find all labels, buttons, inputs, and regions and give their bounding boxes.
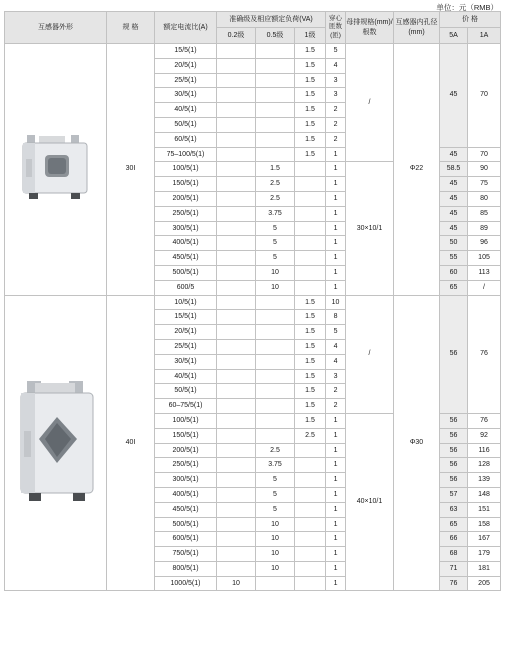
accuracy-02-cell [217, 443, 256, 458]
price-5a-cell: 55 [440, 251, 468, 266]
turns-cell: 8 [326, 310, 346, 325]
accuracy-05-cell [256, 339, 295, 354]
turns-cell: 4 [326, 354, 346, 369]
accuracy-02-cell [217, 221, 256, 236]
turns-cell: 1 [326, 443, 346, 458]
turns-cell: 1 [326, 561, 346, 576]
accuracy-05-cell: 10 [256, 532, 295, 547]
turns-cell: 10 [326, 295, 346, 310]
accuracy-1-cell: 1.5 [295, 325, 326, 340]
turns-cell: 1 [326, 147, 346, 162]
accuracy-05-cell [256, 325, 295, 340]
price-1a-cell: 75 [468, 177, 501, 192]
accuracy-02-cell [217, 561, 256, 576]
accuracy-05-cell [256, 147, 295, 162]
turns-cell: 2 [326, 117, 346, 132]
turns-cell: 1 [326, 576, 346, 591]
turns-cell: 1 [326, 221, 346, 236]
price-1a-cell: 76 [468, 295, 501, 413]
accuracy-1-cell [295, 443, 326, 458]
accuracy-1-cell [295, 517, 326, 532]
price-5a-cell: 66 [440, 532, 468, 547]
price-5a-cell: 56 [440, 443, 468, 458]
turns-cell: 1 [326, 487, 346, 502]
price-1a-cell: 116 [468, 443, 501, 458]
price-5a-cell: 45 [440, 44, 468, 148]
header-appearance: 互感器外形 [5, 12, 107, 44]
accuracy-05-cell [256, 58, 295, 73]
ratio-cell: 250/5(1) [155, 206, 217, 221]
table-row [5, 44, 501, 59]
header-turns: 穿心匝数(匝) [326, 12, 346, 44]
header-accuracy: 准确级及相应额定负荷(VA) [217, 12, 326, 28]
accuracy-02-cell [217, 458, 256, 473]
accuracy-1-cell [295, 502, 326, 517]
price-1a-cell: 90 [468, 162, 501, 177]
turns-cell: 1 [326, 251, 346, 266]
accuracy-1-cell [295, 487, 326, 502]
accuracy-1-cell [295, 265, 326, 280]
header-spec: 规 格 [107, 12, 155, 44]
turns-cell: 3 [326, 88, 346, 103]
ratio-cell: 100/5(1) [155, 413, 217, 428]
accuracy-02-cell [217, 369, 256, 384]
price-5a-cell: 56 [440, 413, 468, 428]
ratio-cell: 800/5(1) [155, 561, 217, 576]
price-5a-cell: 65 [440, 280, 468, 295]
turns-cell: 1 [326, 413, 346, 428]
turns-cell: 5 [326, 325, 346, 340]
turns-cell: 3 [326, 369, 346, 384]
accuracy-02-cell [217, 310, 256, 325]
turns-cell: 1 [326, 532, 346, 547]
turns-cell: 1 [326, 206, 346, 221]
price-5a-cell: 50 [440, 236, 468, 251]
price-1a-cell: 179 [468, 547, 501, 562]
accuracy-05-cell: 5 [256, 221, 295, 236]
accuracy-05-cell [256, 117, 295, 132]
price-5a-cell: 45 [440, 206, 468, 221]
accuracy-02-cell [217, 280, 256, 295]
price-5a-cell: 45 [440, 147, 468, 162]
price-5a-cell: 56 [440, 473, 468, 488]
accuracy-05-cell: 10 [256, 547, 295, 562]
accuracy-02-cell [217, 177, 256, 192]
accuracy-05-cell [256, 310, 295, 325]
accuracy-05-cell: 3.75 [256, 206, 295, 221]
accuracy-02-cell [217, 44, 256, 59]
ratio-cell: 400/5(1) [155, 487, 217, 502]
turns-cell: 2 [326, 132, 346, 147]
price-1a-cell: 113 [468, 265, 501, 280]
ratio-cell: 50/5(1) [155, 117, 217, 132]
accuracy-02-cell [217, 58, 256, 73]
ratio-cell: 600/5 [155, 280, 217, 295]
header-row-1 [5, 12, 501, 28]
accuracy-1-cell: 1.5 [295, 339, 326, 354]
ratio-cell: 75–100/5(1) [155, 147, 217, 162]
appearance-cell [5, 44, 107, 296]
busbar-cell: / [346, 44, 394, 162]
turns-cell: 2 [326, 384, 346, 399]
accuracy-1-cell [295, 280, 326, 295]
turns-cell: 1 [326, 177, 346, 192]
accuracy-05-cell [256, 413, 295, 428]
price-1a-cell: 92 [468, 428, 501, 443]
accuracy-05-cell: 2.5 [256, 177, 295, 192]
turns-cell: 4 [326, 339, 346, 354]
price-1a-cell: 181 [468, 561, 501, 576]
ratio-cell: 750/5(1) [155, 547, 217, 562]
price-1a-cell: 139 [468, 473, 501, 488]
price-1a-cell: 80 [468, 191, 501, 206]
accuracy-02-cell [217, 547, 256, 562]
header-price-5a: 5A [440, 28, 468, 44]
accuracy-1-cell: 1.5 [295, 384, 326, 399]
ratio-cell: 25/5(1) [155, 339, 217, 354]
turns-cell: 1 [326, 502, 346, 517]
accuracy-1-cell: 1.5 [295, 117, 326, 132]
accuracy-1-cell [295, 547, 326, 562]
turns-cell: 1 [326, 517, 346, 532]
accuracy-05-cell: 5 [256, 473, 295, 488]
ratio-cell: 250/5(1) [155, 458, 217, 473]
price-1a-cell: 148 [468, 487, 501, 502]
ratio-cell: 40/5(1) [155, 369, 217, 384]
ratio-cell: 20/5(1) [155, 58, 217, 73]
price-5a-cell: 45 [440, 191, 468, 206]
accuracy-1-cell: 1.5 [295, 310, 326, 325]
ratio-cell: 40/5(1) [155, 103, 217, 118]
price-1a-cell: 128 [468, 458, 501, 473]
accuracy-02-cell [217, 502, 256, 517]
ratio-cell: 500/5(1) [155, 265, 217, 280]
accuracy-05-cell [256, 384, 295, 399]
price-1a-cell: 158 [468, 517, 501, 532]
price-1a-cell: 70 [468, 44, 501, 148]
price-5a-cell: 65 [440, 517, 468, 532]
accuracy-1-cell: 1.5 [295, 354, 326, 369]
price-5a-cell: 63 [440, 502, 468, 517]
price-5a-cell: 71 [440, 561, 468, 576]
header-acc-1: 1级 [295, 28, 326, 44]
accuracy-02-cell [217, 413, 256, 428]
accuracy-02-cell [217, 384, 256, 399]
ratio-cell: 60–75/5(1) [155, 399, 217, 414]
accuracy-1-cell [295, 221, 326, 236]
ratio-cell: 200/5(1) [155, 443, 217, 458]
accuracy-05-cell: 2.5 [256, 191, 295, 206]
price-table [4, 11, 501, 591]
ratio-cell: 300/5(1) [155, 221, 217, 236]
header-busbar: 母排规格(mm)/根数 [346, 12, 394, 44]
price-5a-cell: 60 [440, 265, 468, 280]
ratio-cell: 60/5(1) [155, 132, 217, 147]
turns-cell: 1 [326, 162, 346, 177]
accuracy-05-cell [256, 576, 295, 591]
accuracy-05-cell: 10 [256, 265, 295, 280]
ratio-cell: 30/5(1) [155, 88, 217, 103]
ratio-cell: 300/5(1) [155, 473, 217, 488]
ratio-cell: 150/5(1) [155, 428, 217, 443]
accuracy-1-cell [295, 473, 326, 488]
accuracy-1-cell: 1.5 [295, 88, 326, 103]
price-1a-cell: / [468, 280, 501, 295]
price-5a-cell: 45 [440, 221, 468, 236]
accuracy-05-cell: 5 [256, 251, 295, 266]
turns-cell: 1 [326, 428, 346, 443]
price-1a-cell: 167 [468, 532, 501, 547]
accuracy-1-cell [295, 206, 326, 221]
accuracy-02-cell [217, 132, 256, 147]
accuracy-02-cell [217, 295, 256, 310]
accuracy-02-cell [217, 265, 256, 280]
ratio-cell: 10/5(1) [155, 295, 217, 310]
accuracy-1-cell: 1.5 [295, 103, 326, 118]
accuracy-02-cell [217, 354, 256, 369]
accuracy-02-cell [217, 103, 256, 118]
spec-cell: 40I [107, 295, 155, 591]
accuracy-1-cell [295, 236, 326, 251]
accuracy-05-cell [256, 132, 295, 147]
accuracy-02-cell [217, 399, 256, 414]
table-row [5, 295, 501, 310]
turns-cell: 2 [326, 399, 346, 414]
accuracy-1-cell: 1.5 [295, 295, 326, 310]
accuracy-1-cell [295, 177, 326, 192]
price-1a-cell: 205 [468, 576, 501, 591]
accuracy-1-cell: 2.5 [295, 428, 326, 443]
ratio-cell: 15/5(1) [155, 44, 217, 59]
accuracy-02-cell [217, 73, 256, 88]
turns-cell: 1 [326, 191, 346, 206]
accuracy-05-cell [256, 354, 295, 369]
accuracy-1-cell [295, 191, 326, 206]
turns-cell: 5 [326, 44, 346, 59]
price-1a-cell: 96 [468, 236, 501, 251]
busbar-cell: 40×10/1 [346, 413, 394, 591]
price-5a-cell: 56 [440, 458, 468, 473]
accuracy-1-cell [295, 251, 326, 266]
header-hole: 互感器内孔径(mm) [394, 12, 440, 44]
accuracy-02-cell: 10 [217, 576, 256, 591]
price-1a-cell: 76 [468, 413, 501, 428]
header-price: 价 格 [440, 12, 501, 28]
header-price-1a: 1A [468, 28, 501, 44]
ratio-cell: 100/5(1) [155, 162, 217, 177]
accuracy-02-cell [217, 325, 256, 340]
accuracy-05-cell: 2.5 [256, 443, 295, 458]
accuracy-05-cell [256, 428, 295, 443]
accuracy-05-cell [256, 369, 295, 384]
hole-cell: Φ22 [394, 44, 440, 296]
hole-cell: Φ30 [394, 295, 440, 591]
accuracy-1-cell: 1.5 [295, 369, 326, 384]
accuracy-02-cell [217, 206, 256, 221]
accuracy-1-cell [295, 458, 326, 473]
accuracy-05-cell: 5 [256, 502, 295, 517]
accuracy-1-cell [295, 532, 326, 547]
price-1a-cell: 105 [468, 251, 501, 266]
accuracy-02-cell [217, 191, 256, 206]
transformer-40i-image [15, 373, 97, 513]
accuracy-05-cell: 10 [256, 517, 295, 532]
ratio-cell: 50/5(1) [155, 384, 217, 399]
accuracy-05-cell: 5 [256, 236, 295, 251]
turns-cell: 1 [326, 458, 346, 473]
ratio-cell: 450/5(1) [155, 502, 217, 517]
accuracy-05-cell [256, 399, 295, 414]
accuracy-02-cell [217, 339, 256, 354]
ratio-cell: 200/5(1) [155, 191, 217, 206]
accuracy-1-cell: 1.5 [295, 399, 326, 414]
spec-cell: 30I [107, 44, 155, 296]
accuracy-02-cell [217, 473, 256, 488]
accuracy-05-cell [256, 295, 295, 310]
accuracy-02-cell [217, 251, 256, 266]
accuracy-02-cell [217, 162, 256, 177]
accuracy-1-cell [295, 561, 326, 576]
accuracy-05-cell [256, 88, 295, 103]
accuracy-05-cell: 10 [256, 561, 295, 576]
accuracy-02-cell [217, 532, 256, 547]
header-ratio: 额定电流比(A) [155, 12, 217, 44]
accuracy-02-cell [217, 88, 256, 103]
price-5a-cell: 57 [440, 487, 468, 502]
transformer-30i-image [19, 131, 93, 207]
accuracy-02-cell [217, 236, 256, 251]
accuracy-1-cell: 1.5 [295, 73, 326, 88]
price-5a-cell: 45 [440, 177, 468, 192]
accuracy-1-cell: 1.5 [295, 58, 326, 73]
ratio-cell: 1000/5(1) [155, 576, 217, 591]
accuracy-02-cell [217, 517, 256, 532]
price-1a-cell: 89 [468, 221, 501, 236]
turns-cell: 1 [326, 473, 346, 488]
ratio-cell: 25/5(1) [155, 73, 217, 88]
price-1a-cell: 151 [468, 502, 501, 517]
price-5a-cell: 56 [440, 428, 468, 443]
turns-cell: 1 [326, 265, 346, 280]
accuracy-02-cell [217, 428, 256, 443]
accuracy-1-cell [295, 576, 326, 591]
accuracy-05-cell [256, 44, 295, 59]
ratio-cell: 150/5(1) [155, 177, 217, 192]
accuracy-1-cell: 1.5 [295, 147, 326, 162]
accuracy-05-cell: 1.5 [256, 162, 295, 177]
price-5a-cell: 58.5 [440, 162, 468, 177]
turns-cell: 1 [326, 280, 346, 295]
accuracy-1-cell: 1.5 [295, 413, 326, 428]
appearance-cell [5, 295, 107, 591]
accuracy-02-cell [217, 117, 256, 132]
busbar-cell: / [346, 295, 394, 413]
ratio-cell: 450/5(1) [155, 251, 217, 266]
accuracy-1-cell: 1.5 [295, 132, 326, 147]
accuracy-02-cell [217, 487, 256, 502]
accuracy-05-cell: 5 [256, 487, 295, 502]
turns-cell: 4 [326, 58, 346, 73]
ratio-cell: 15/5(1) [155, 310, 217, 325]
ratio-cell: 600/5(1) [155, 532, 217, 547]
price-5a-cell: 56 [440, 295, 468, 413]
accuracy-05-cell [256, 103, 295, 118]
price-1a-cell: 70 [468, 147, 501, 162]
price-1a-cell: 85 [468, 206, 501, 221]
accuracy-05-cell: 10 [256, 280, 295, 295]
accuracy-1-cell: 1.5 [295, 44, 326, 59]
busbar-cell: 30×10/1 [346, 162, 394, 295]
turns-cell: 1 [326, 236, 346, 251]
header-acc-02: 0.2级 [217, 28, 256, 44]
ratio-cell: 400/5(1) [155, 236, 217, 251]
ratio-cell: 500/5(1) [155, 517, 217, 532]
turns-cell: 2 [326, 103, 346, 118]
turns-cell: 3 [326, 73, 346, 88]
accuracy-1-cell [295, 162, 326, 177]
ratio-cell: 20/5(1) [155, 325, 217, 340]
turns-cell: 1 [326, 547, 346, 562]
unit-note: 单位：元（RMB） [436, 3, 498, 12]
accuracy-02-cell [217, 147, 256, 162]
ratio-cell: 30/5(1) [155, 354, 217, 369]
price-5a-cell: 68 [440, 547, 468, 562]
price-5a-cell: 76 [440, 576, 468, 591]
accuracy-05-cell: 3.75 [256, 458, 295, 473]
accuracy-05-cell [256, 73, 295, 88]
header-acc-05: 0.5级 [256, 28, 295, 44]
